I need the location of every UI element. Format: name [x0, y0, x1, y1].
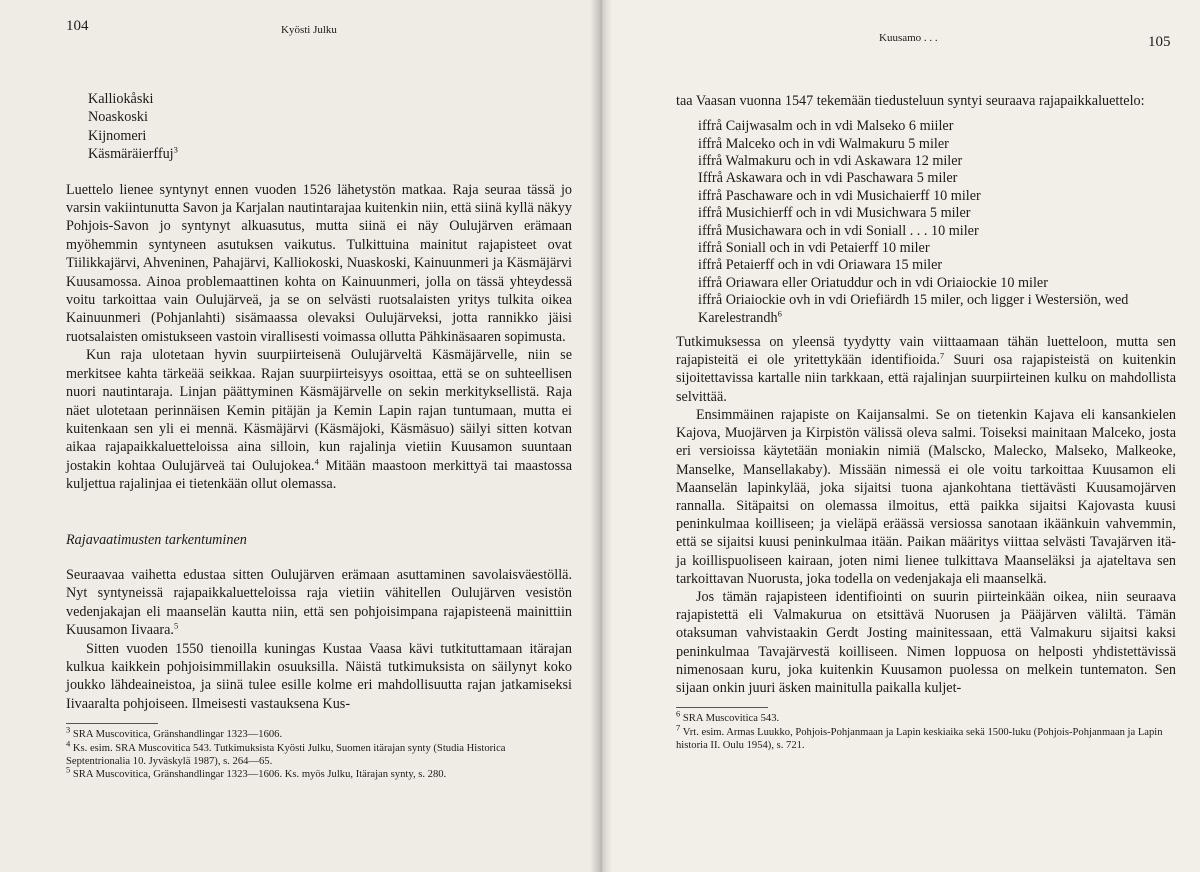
footnote-separator	[676, 707, 768, 708]
footnote-separator	[66, 723, 158, 724]
footnote-number: 6	[676, 708, 681, 719]
list-item: Noaskoski	[88, 109, 148, 126]
list-item: iffrå Oriaiockie ovh in vdi Oriefiärdh 15 miler, och ligger i Westersiön, wed	[698, 292, 1129, 309]
footnote-ref: 7	[939, 350, 945, 361]
list-item	[698, 307, 1176, 327]
left-page-header	[66, 18, 572, 44]
footnote	[66, 738, 572, 769]
paragraph: Sitten vuoden 1550 tienoilla kuningas Kustaa Vaasa kävi tutkituttamaan itärajan kulkua kaikkein pohjoisimmillakin osuuksilla. Näistä tutkimuksista on säilynyt koko joukko lähdeaineistoa, ja siinä tulee esille kolme eri mahdollisuutta rajan jatkamiseksi Iivaaralta pohjoiseen. Ilmeisesti vastauksena Kus-	[66, 640, 572, 712]
list-item: Kijnomeri	[88, 127, 147, 144]
list-item: Iffrå Askawara och in vdi Paschawara 5 miler	[698, 170, 958, 187]
paragraph	[66, 346, 572, 493]
left-page-number: 104	[66, 18, 89, 34]
list-item: iffrå Walmakuru och in vdi Askawara 12 miler	[698, 153, 963, 170]
list-item: iffrå Caijwasalm och in vdi Malseko 6 miiler	[698, 118, 954, 135]
list-item: iffrå Malceko och in vdi Walmakuru 5 miler	[698, 135, 949, 152]
paragraph: Ensimmäinen rajapiste on Kaijansalmi. Se on tietenkin Kajava eli kansankielen Kajova, Muojärven ja Kirpistön välissä oleva salmi. Toiseksi mainitaan Malceko, josta eri versioissa käytetään moniakin nimiä (Malscko, Malecko, Malseko, Malkeoke, Manselke, Mansellakaby). Missään nimessä ei ole voitu tarkoittaa Kuusamon eli Maanselän lapinkylää, joka sijaitsi tuona ajankohtana tiettävästi Kuusamojärven rannalla. Sitäpaitsi on olemassa ilmoitus, että paikka sijaitsi Kajovasta kuusi peninkulmaa koilliseen; ja vieläpä eräässä versiossa sanotaan ikäänkuin vahvemmin, että se sijaitsi kuusi peninkulmaa itään. Paikan määritys viittaa selvästi Tavajärven itä- ja koillispuoliseen kairaan, joten nimi lienee tulkittava Maanseläksi ja ajateltava sen tarkoittavan Nuorusta, joka todella on vedenjakaja eli maanselkä.	[676, 406, 1176, 587]
footnote-text: SRA Muscovitica, Gränshandlingar 1323—1606. Ks. myös Julku, Itärajan synty, s. 280.	[72, 769, 447, 781]
paragraph: Luettelo lienee syntynyt ennen vuoden 1526 lähetystön matkaa. Raja seuraa tässä jo varsin vakiintunutta Savon ja Karjalan nautintarajaa kuitenkin niin, että siinä kyllä näkyy Pohjois-Savon jo syntynyt alkuasutus, mutta siinä ei näy Oulujärven erämaan myöhemmin syntyneen asutuksen vaikutus. Tulkittuina mainitut rajapisteet ovat Tiilikkajärvi, Ahveninen, Pahajärvi, Kalliokoski, Nuaskoski, Kainuunmeri ja Käsmäjärvi Kuusamossa. Ainoa problemaattinen kohta on Kainuunmeri, jolla on tässä yhteydessä voitu tarkoittaa vain Oulujärveä, ja se on selvästi ruotsalaisten yritys tulkita oikea Kainuunmeri (Pohjanlahti) sisämaassa olevaksi Oulujärveksi, jotta rannikko jäisi ruotsalaisten omistukseen vastoin virallisesti voimassa ollutta Pähkinäsaaren sopimusta.	[66, 181, 572, 345]
right-page-number: 105	[1148, 34, 1171, 50]
footnotes	[676, 708, 1176, 752]
footnote-ref: 5	[173, 620, 179, 631]
list-item-text: Karelestrandh	[698, 309, 778, 326]
route-list	[698, 118, 1176, 327]
paragraph-text: Kun raja ulotetaan hyvin suurpiirteisenä Oulujärveltä Käsmäjärvelle, niin se merkitsee kahta tärkeää seikkaa. Rajan suurpiirteisyys osoittaa, että se on suhteellisen nuori nautintaraja. Linjan päättyminen Käsmäjärvelle on sekin merkityksellistä. Raja näet ulotetaan perinnäisen Kemin pitäjän ja Kemin Lapin rajan tuntumaan, mutta ei kuitenkaan sen yli ei mennä. Käsmäjärvi (Käsmäjoki, Käsmäsuo) säilyi sitten kotvan aikaa rajapaikkaluetteloissa aina silloin, kun rajalinja vietiin Kuusamon suuntaan jostakin kohtaa Oulujärveä tai Oulujokea.	[66, 347, 572, 474]
footnote-number: 3	[66, 724, 71, 735]
paragraph-text: Mitään maastoon merkittyä tai maastossa kuljettua rajalinjaa ei tietenkään ollut olemassa.	[66, 457, 572, 493]
footnotes	[66, 724, 572, 782]
right-running-head: Kuusamo . . .	[879, 32, 938, 44]
list-item: iffrå Petaierff och in vdi Oriawara 15 miler	[698, 257, 943, 274]
footnote	[676, 708, 1176, 725]
list-item-text: Käsmäräierffuj	[88, 146, 174, 163]
paragraph: Jos tämän rajapisteen identifiointi on suurin piirteinkään oikea, niin seuraava rajapistettä eli Valmakurua on etsittävä Nuorusen ja Pääjärven väliltä. Tämän otaksuman vahvistaakin Gerdt Josting mainitessaan, että Valmakuru sijaitsi kaksi peninkulmaa Tavajärvestä koilliseen. Nimen loppuosa on helposti yhdistettävissä nimenosaan kuru, joka kuitenkin Kuusamon puolessa on melkein tuntematon. Sen sijaan onkin juuri äsken mainitulla paikalla kuljet-	[676, 588, 1176, 696]
footnote-ref: 4	[314, 455, 319, 466]
footnote	[66, 724, 572, 741]
list-item	[88, 145, 572, 163]
footnote-number: 7	[676, 722, 681, 733]
list-item: iffrå Musichierff och in vdi Musichwara 5 miler	[698, 205, 971, 222]
right-page	[600, 0, 1200, 872]
footnote-text: Vrt. esim. Armas Luukko, Pohjois-Pohjanmaan ja Lapin keskiaika sekä 1500-luku (Pohjois-Pohjanmaan ja Lapin historia II. Oulu 1954), s. 721.	[676, 726, 1163, 751]
footnote-text: SRA Muscovitica 543.	[682, 713, 780, 725]
section-heading: Rajavaatimusten tarkentuminen	[66, 531, 247, 548]
list-item: iffrå Musichawara och in vdi Soniall . . . 10 miler	[698, 222, 979, 239]
footnote	[676, 722, 1176, 753]
place-list	[88, 90, 572, 164]
right-page-header	[676, 26, 1176, 52]
footnote-ref: 6	[777, 307, 782, 318]
paragraph: taa Vaasan vuonna 1547 tekemään tiedusteluun syntyi seuraava rajapaikkaluettelo:	[676, 93, 1145, 109]
list-item: Kalliokåski	[88, 91, 154, 107]
left-running-head: Kyösti Julku	[281, 24, 337, 36]
footnote-ref: 3	[173, 144, 178, 155]
paragraph-text: Suuri osa rajapisteistä on kuitenkin sijoitettavissa kartalle niin tarkkaan, että rajalinjan suurpiirteinen kulku on mahdollista selvittää.	[676, 352, 1177, 405]
list-item: iffrå Oriawara eller Oriatuddur och in vdi Oriaiockie 10 miler	[698, 274, 1048, 291]
footnote-number: 5	[66, 764, 71, 775]
footnote-text: SRA Muscovitica, Gränshandlingar 1323—1606.	[72, 729, 283, 741]
paragraph	[66, 566, 572, 640]
list-item: iffrå Paschaware och in vdi Musichaierff 10 miler	[698, 187, 981, 204]
footnote-number: 4	[66, 738, 71, 749]
paragraph	[676, 333, 1176, 406]
footnote	[66, 764, 572, 781]
list-item: iffrå Soniall och in vdi Petaierff 10 miler	[698, 240, 930, 257]
footnote-text: Ks. esim. SRA Muscovitica 543. Tutkimuksista Kyösti Julku, Suomen itärajan synty (Studia Historica Septentrionalia 10. Jyväskylä 1987), s. 264—65.	[66, 742, 506, 767]
paragraph-text: Seuraavaa vaihetta edustaa sitten Oulujärven erämaan asuttaminen savolaisväestöllä. Nyt syntyneissä rajapaikkaluetteloissa raja vietiin vähitellen Oulujärven vesistön vedenjakajan eli maanselän kautta niin, että sen pohjoisimpana rajapisteenä mainittiin Kuusamon Iivaara.	[66, 566, 572, 639]
paragraph-text: Tutkimuksessa on yleensä tyydytty vain viittaamaan tähän luetteloon, mutta sen rajapisteitä ei ole yritettykään identifioida.	[676, 334, 1176, 369]
